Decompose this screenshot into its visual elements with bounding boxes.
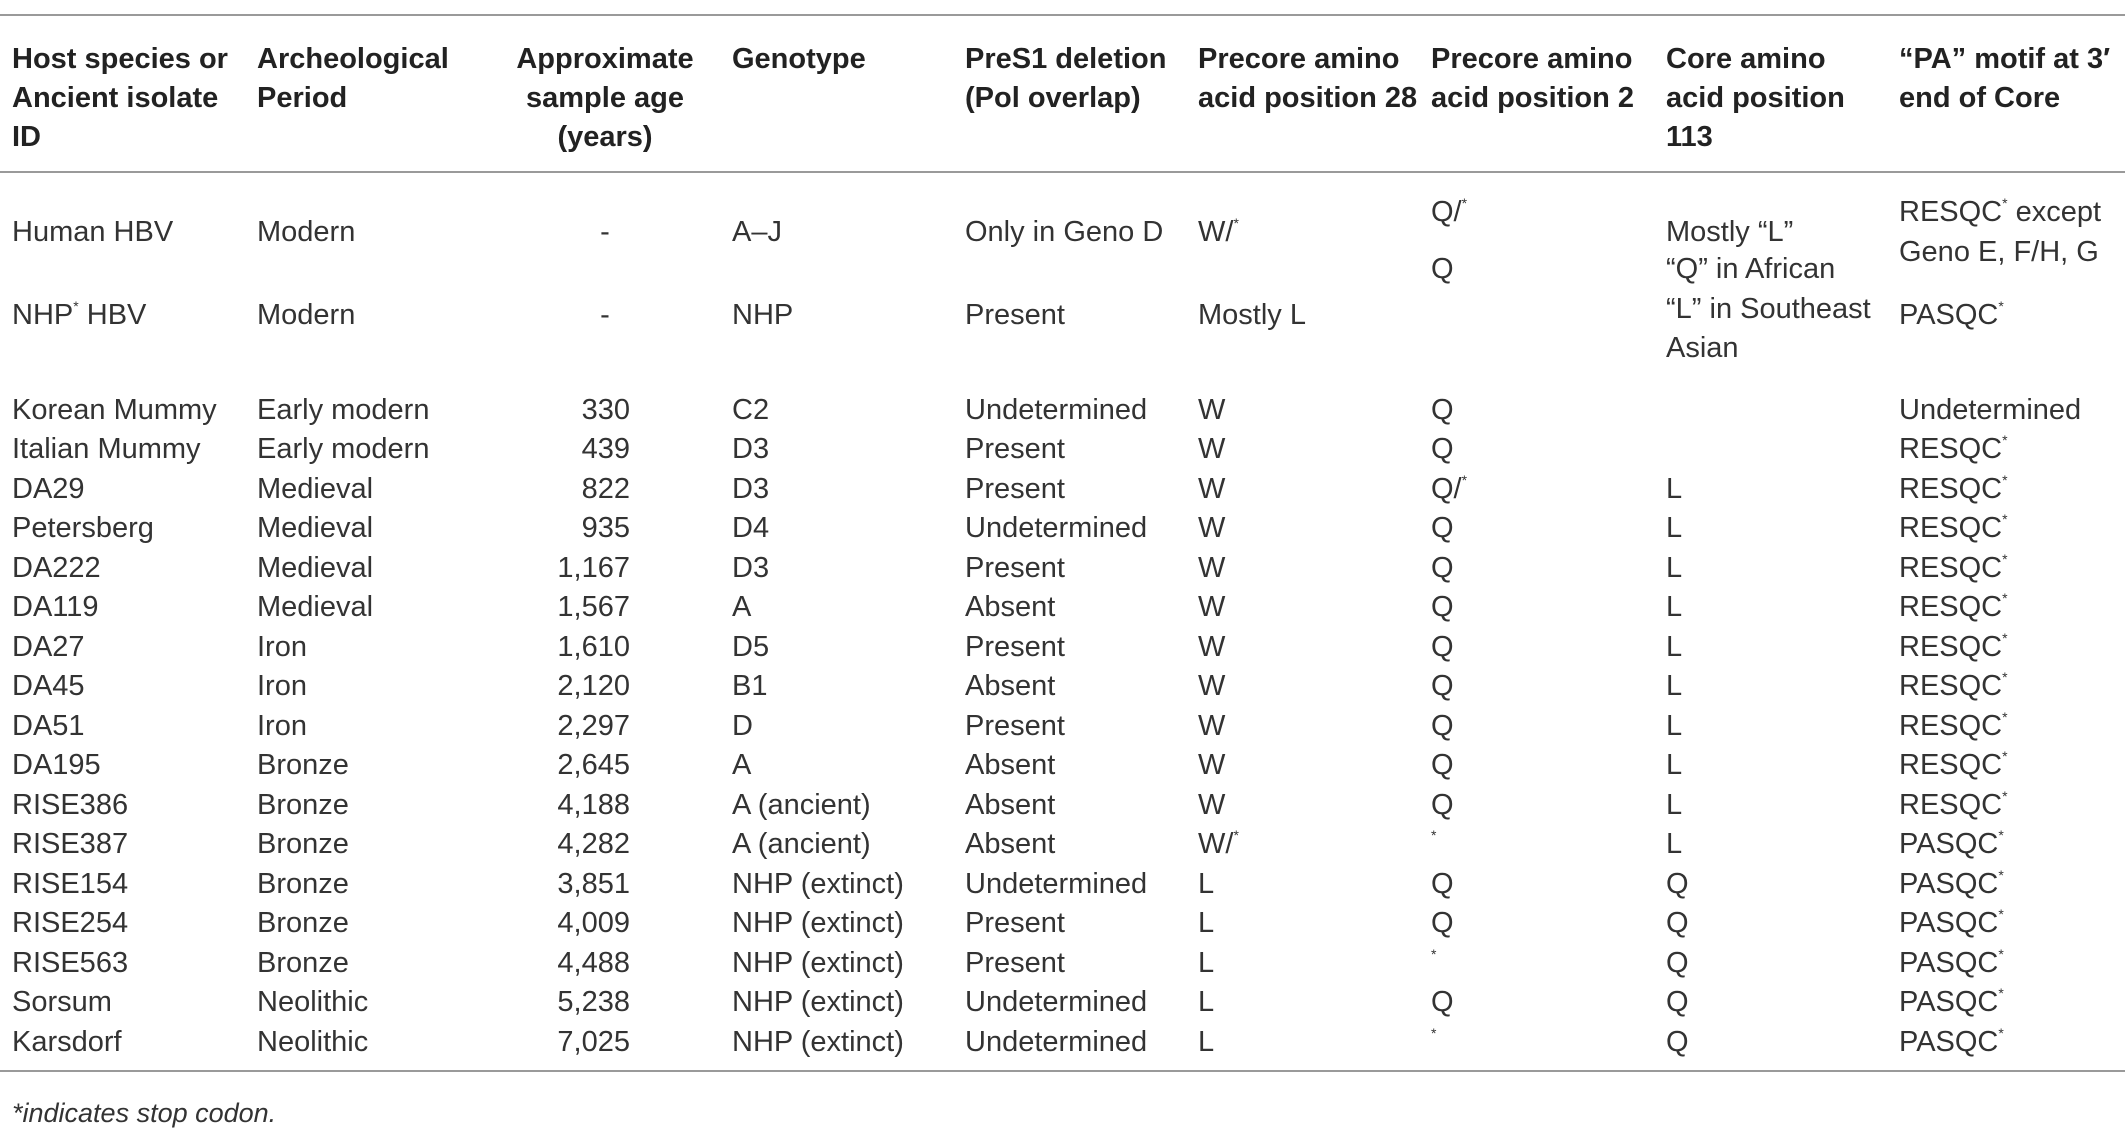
cell-pc2: Q/* bbox=[1431, 195, 1468, 228]
cell-period: Bronze bbox=[257, 867, 349, 900]
table-row bbox=[0, 825, 2125, 865]
cell-core113: L bbox=[1666, 709, 1683, 742]
cell-pres1: Undetermined bbox=[965, 393, 1148, 426]
table-row bbox=[0, 667, 2125, 707]
header-core-113: Core amino acid position 113 bbox=[1654, 15, 1887, 172]
cell-host: DA45 bbox=[12, 670, 85, 702]
cell-pc28: L bbox=[1198, 907, 1215, 939]
cell-host: RISE254 bbox=[12, 907, 129, 939]
cell-core113: L bbox=[1666, 828, 1683, 860]
cell-pc2: * bbox=[1431, 945, 1437, 962]
cell-core113: L bbox=[1666, 512, 1683, 544]
cell-pa: Undetermined bbox=[1899, 393, 2082, 426]
cell-pres1: Present bbox=[965, 299, 1065, 331]
cell-host: Sorsum bbox=[12, 986, 112, 1018]
cell-core113: L bbox=[1666, 670, 1683, 702]
cell-period: Medieval bbox=[257, 591, 374, 623]
cell-age: 4,188 bbox=[557, 788, 630, 821]
cell-age: 935 bbox=[581, 512, 630, 544]
header-age: Approximate sample age (years) bbox=[490, 15, 720, 172]
cell-pc2: Q bbox=[1431, 749, 1454, 781]
table-row bbox=[0, 509, 2125, 549]
cell-pa: RESQC* bbox=[1899, 669, 2008, 702]
table-row bbox=[0, 549, 2125, 589]
cell-host: NHP* HBV bbox=[12, 298, 147, 331]
cell-pc2: Q bbox=[1431, 253, 1454, 285]
cell-age: 1,167 bbox=[557, 551, 630, 584]
cell-pc2: Q bbox=[1431, 986, 1454, 1018]
cell-pc28: W bbox=[1198, 393, 1226, 426]
cell-core113: Mostly “L” bbox=[1666, 216, 1794, 248]
cell-host: DA119 bbox=[12, 591, 99, 623]
cell-period: Early modern bbox=[257, 433, 430, 465]
header-host: Host species or Ancient isolate ID bbox=[0, 15, 245, 172]
cell-genotype: NHP (extinct) bbox=[732, 986, 904, 1018]
cell-period: Medieval bbox=[257, 512, 374, 544]
cell-pc2: Q/* bbox=[1431, 471, 1468, 505]
cell-period: Bronze bbox=[257, 907, 349, 939]
cell-pres1: Absent bbox=[965, 670, 1056, 702]
cell-genotype: D bbox=[732, 709, 753, 742]
cell-age: 1,610 bbox=[557, 630, 630, 663]
table-row bbox=[0, 707, 2125, 747]
cell-host: DA195 bbox=[12, 749, 101, 781]
cell-core113: L bbox=[1666, 472, 1683, 505]
cell-pc2: Q bbox=[1431, 393, 1454, 426]
table-row bbox=[0, 746, 2125, 786]
cell-pres1: Present bbox=[965, 433, 1065, 465]
cell-genotype: B1 bbox=[732, 670, 768, 702]
cell-pres1: Undetermined bbox=[953, 1023, 1186, 1072]
cell-host: Italian Mummy bbox=[12, 433, 201, 465]
cell-pc2: Q bbox=[1431, 551, 1454, 584]
header-period: Archeological Period bbox=[245, 15, 490, 172]
cell-age: 330 bbox=[581, 393, 630, 426]
table-row bbox=[0, 983, 2125, 1023]
cell-pres1: Absent bbox=[965, 788, 1056, 821]
header-pa-motif: “PA” motif at 3′ end of Core bbox=[1887, 15, 2125, 172]
cell-age: 439 bbox=[581, 433, 630, 465]
cell-age: 2,120 bbox=[557, 670, 630, 702]
cell-host: DA29 bbox=[12, 472, 85, 505]
cell-pa: RESQC* bbox=[1899, 471, 2008, 505]
cell-pres1: Present bbox=[965, 551, 1065, 584]
cell-period: Iron bbox=[257, 630, 307, 663]
cell-age: 5,238 bbox=[557, 986, 630, 1018]
cell-genotype: D3 bbox=[732, 433, 770, 465]
cell-genotype: A bbox=[732, 591, 752, 623]
cell-host: Human HBV bbox=[12, 216, 174, 248]
cell-pc2: Q bbox=[1431, 630, 1454, 663]
cell-pc2: Q bbox=[1431, 670, 1454, 702]
cell-pc28: L bbox=[1198, 946, 1215, 979]
cell-pc28: W bbox=[1198, 709, 1226, 742]
header-precore-2: Precore amino acid position 2 bbox=[1419, 15, 1654, 172]
cell-host: RISE563 bbox=[12, 946, 129, 979]
cell-pc2: Q bbox=[1431, 512, 1454, 544]
cell-host: DA222 bbox=[12, 551, 101, 584]
cell-pc2: Q bbox=[1431, 709, 1454, 742]
cell-age: 4,009 bbox=[557, 907, 630, 939]
table-row bbox=[0, 391, 2125, 431]
cell-genotype: D4 bbox=[732, 512, 770, 544]
hbv-data-table bbox=[0, 14, 2125, 1072]
cell-pc2: * bbox=[1419, 1023, 1654, 1072]
cell-pc28: Mostly L bbox=[1198, 299, 1306, 331]
header-genotype: Genotype bbox=[720, 15, 953, 172]
cell-genotype: NHP (extinct) bbox=[732, 946, 904, 979]
cell-pres1: Only in Geno D bbox=[965, 216, 1164, 248]
cell-period: Iron bbox=[257, 709, 307, 742]
cell-age: 822 bbox=[581, 472, 630, 505]
cell-pc2: Q bbox=[1431, 591, 1454, 623]
cell-age: 4,282 bbox=[557, 828, 630, 860]
cell-pres1: Present bbox=[965, 907, 1065, 939]
cell-pc28: W bbox=[1198, 591, 1226, 623]
cell-period: Neolithic bbox=[245, 1023, 490, 1072]
cell-pres1: Undetermined bbox=[965, 867, 1148, 900]
table-row bbox=[0, 865, 2125, 905]
cell-pc28: L bbox=[1198, 986, 1215, 1018]
cell-period: Medieval bbox=[257, 472, 374, 505]
cell-pres1: Present bbox=[965, 630, 1065, 663]
cell-pres1: Present bbox=[965, 946, 1065, 979]
cell-age: 7,025 bbox=[490, 1023, 720, 1072]
table-row bbox=[0, 944, 2125, 984]
cell-period: Bronze bbox=[257, 749, 349, 781]
cell-pc2: Q bbox=[1431, 788, 1454, 821]
cell-pres1: Absent bbox=[965, 828, 1056, 860]
cell-genotype: NHP (extinct) bbox=[732, 867, 904, 900]
cell-pres1: Present bbox=[965, 472, 1065, 505]
cell-genotype: C2 bbox=[732, 393, 770, 426]
cell-pc2: * bbox=[1431, 827, 1437, 844]
cell-pc2: Q bbox=[1431, 907, 1454, 939]
cell-pa: PASQC* bbox=[1899, 985, 2004, 1018]
footnote: *indicates stop codon. bbox=[12, 1098, 277, 1128]
cell-genotype: A (ancient) bbox=[732, 788, 871, 821]
cell-genotype: A bbox=[732, 749, 752, 781]
cell-pc28: W bbox=[1198, 433, 1226, 465]
cell-age: 1,567 bbox=[557, 591, 630, 623]
table-row bbox=[0, 430, 2125, 470]
cell-pres1: Absent bbox=[965, 591, 1056, 623]
cell-host: Korean Mummy bbox=[12, 393, 217, 426]
cell-period: Modern bbox=[257, 216, 356, 248]
table-row bbox=[0, 588, 2125, 628]
cell-period: Modern bbox=[257, 299, 356, 331]
cell-genotype: A–J bbox=[732, 216, 782, 248]
cell-pa: RESQC* except Geno E, F/H, G bbox=[1899, 195, 2102, 268]
cell-genotype: NHP bbox=[732, 299, 794, 331]
cell-pc2: Q bbox=[1431, 867, 1454, 900]
cell-pa: RESQC* bbox=[1899, 590, 2008, 623]
cell-period: Neolithic bbox=[257, 986, 369, 1018]
cell-core113: L bbox=[1666, 551, 1683, 584]
table-row bbox=[0, 786, 2125, 826]
cell-pa: RESQC* bbox=[1899, 432, 2008, 465]
cell-age: 4,488 bbox=[557, 946, 630, 979]
cell-pa: RESQC* bbox=[1899, 787, 2008, 821]
cell-core113 bbox=[1654, 430, 1887, 470]
cell-pc28: W bbox=[1198, 788, 1226, 821]
cell-host: DA27 bbox=[12, 630, 85, 663]
cell-core113 bbox=[1654, 391, 1887, 431]
cell-pa: RESQC* bbox=[1899, 708, 2008, 742]
spacer-row bbox=[0, 172, 2125, 193]
cell-pc28: W bbox=[1198, 670, 1226, 702]
cell-core113: Q bbox=[1666, 867, 1689, 900]
cell-core113: L bbox=[1666, 630, 1683, 663]
table-row-nhp bbox=[0, 272, 2125, 391]
table-row bbox=[0, 1023, 2125, 1072]
cell-pa: PASQC* bbox=[1899, 866, 2004, 900]
cell-pres1: Undetermined bbox=[965, 986, 1148, 1018]
cell-age: 3,851 bbox=[557, 867, 630, 900]
cell-pa: PASQC* bbox=[1899, 945, 2004, 979]
cell-pc28: W/* bbox=[1198, 215, 1239, 248]
cell-pc2: Q bbox=[1431, 433, 1454, 465]
cell-host: Petersberg bbox=[12, 512, 154, 544]
cell-pc28: L bbox=[1186, 1023, 1419, 1072]
cell-host: RISE387 bbox=[12, 828, 129, 860]
cell-pc28: W bbox=[1198, 472, 1226, 505]
cell-pa: PASQC* bbox=[1899, 906, 2004, 939]
cell-period: Bronze bbox=[257, 828, 349, 860]
cell-pc28: W bbox=[1198, 512, 1226, 544]
cell-host: Karsdorf bbox=[0, 1023, 245, 1072]
cell-pres1: Absent bbox=[965, 749, 1056, 781]
cell-genotype: NHP (extinct) bbox=[732, 907, 904, 939]
cell-age: - bbox=[600, 216, 610, 248]
cell-pres1: Undetermined bbox=[965, 512, 1148, 544]
cell-pa: RESQC* bbox=[1899, 748, 2008, 781]
cell-period: Iron bbox=[257, 670, 307, 702]
cell-pa: PASQC* bbox=[1899, 298, 2004, 331]
cell-genotype: D3 bbox=[732, 472, 770, 505]
cell-pres1: Present bbox=[965, 709, 1065, 742]
cell-genotype: A (ancient) bbox=[732, 828, 871, 860]
cell-core113: Q bbox=[1666, 946, 1689, 979]
cell-core113: L bbox=[1666, 788, 1683, 821]
cell-pc28: L bbox=[1198, 867, 1215, 900]
cell-period: Bronze bbox=[257, 946, 349, 979]
cell-genotype: D3 bbox=[732, 551, 770, 584]
cell-pa: RESQC* bbox=[1899, 511, 2008, 544]
table-row bbox=[0, 628, 2125, 668]
cell-core113: Q bbox=[1666, 907, 1689, 939]
cell-core113: “Q” in African “L” in Southeast Asian bbox=[1666, 253, 1871, 364]
cell-pa: PASQC* bbox=[1899, 827, 2004, 860]
cell-host: DA51 bbox=[12, 709, 85, 742]
table-row bbox=[0, 904, 2125, 944]
cell-core113: Q bbox=[1666, 986, 1689, 1018]
cell-core113: L bbox=[1666, 591, 1683, 623]
cell-genotype: D5 bbox=[732, 630, 770, 663]
cell-age: - bbox=[600, 299, 610, 331]
cell-host: RISE386 bbox=[12, 788, 129, 821]
cell-pa: PASQC* bbox=[1887, 1023, 2125, 1072]
header-precore-28: Precore amino acid position 28 bbox=[1186, 15, 1419, 172]
cell-genotype: NHP (extinct) bbox=[720, 1023, 953, 1072]
cell-age: 2,297 bbox=[557, 709, 630, 742]
cell-period: Early modern bbox=[257, 393, 430, 426]
cell-pc28: W/* bbox=[1198, 827, 1239, 860]
cell-pa: RESQC* bbox=[1899, 550, 2008, 584]
header-pres1: PreS1 deletion (Pol overlap) bbox=[953, 15, 1186, 172]
cell-core113: Q bbox=[1654, 1023, 1887, 1072]
cell-period: Bronze bbox=[257, 788, 349, 821]
cell-host: RISE154 bbox=[12, 867, 129, 900]
cell-period: Medieval bbox=[257, 551, 374, 584]
cell-pa: RESQC* bbox=[1899, 629, 2008, 663]
cell-pc28: W bbox=[1198, 551, 1226, 584]
table-row bbox=[0, 470, 2125, 510]
cell-pc28: W bbox=[1198, 630, 1226, 663]
cell-core113: L bbox=[1666, 749, 1683, 781]
header-row bbox=[0, 15, 2125, 172]
cell-pc28: W bbox=[1198, 749, 1226, 781]
cell-age: 2,645 bbox=[557, 749, 630, 781]
